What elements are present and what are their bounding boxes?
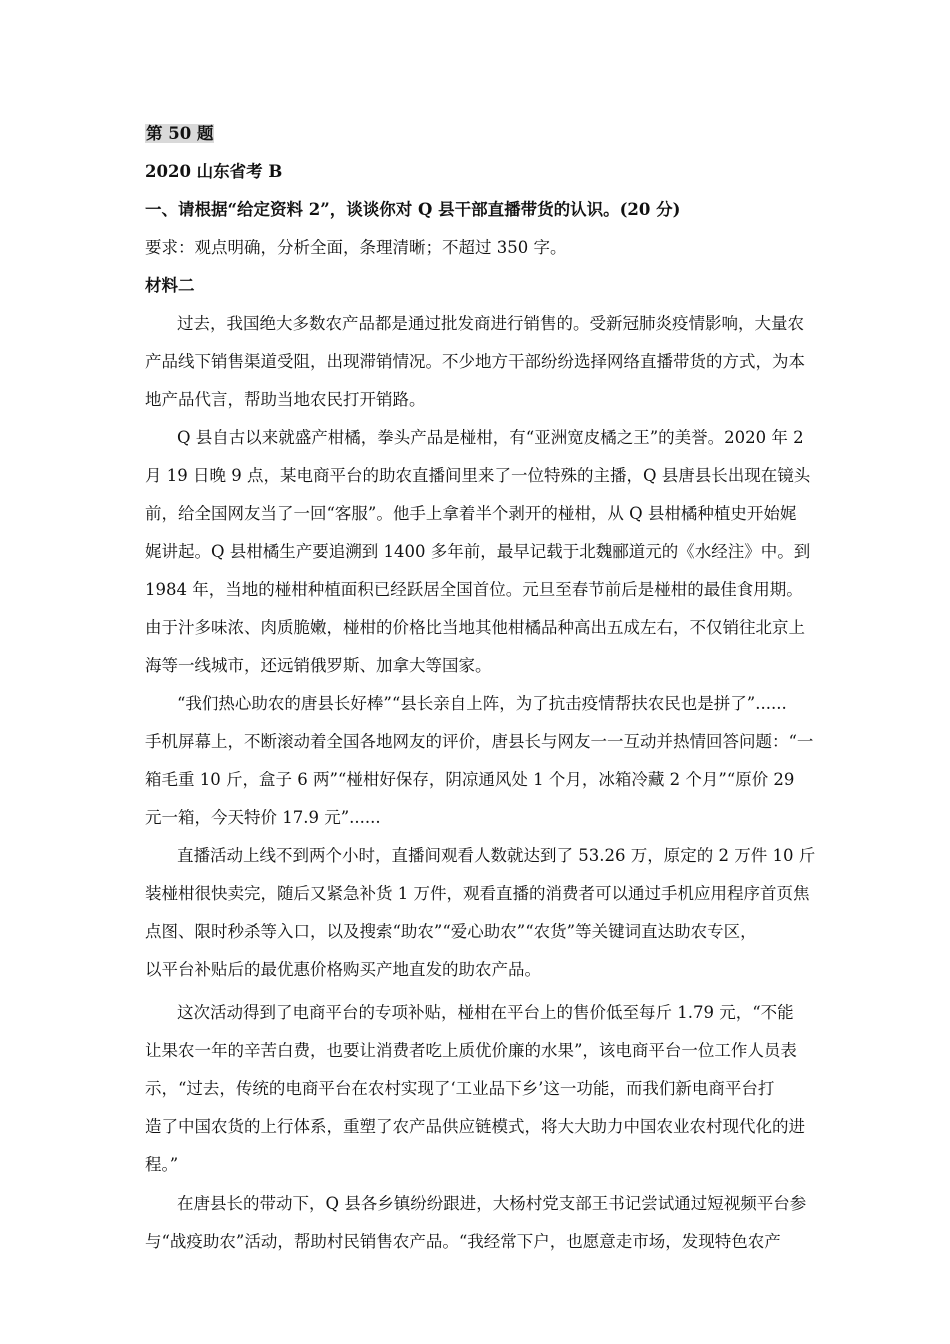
paragraph-line: 在唐县长的带动下，Q 县各乡镇纷纷跟进，大杨村党支部王书记尝试通过短视频平台参	[177, 1194, 807, 1213]
question-number-highlight: 第 50 题	[146, 124, 214, 143]
paragraph-line: 前，给全国网友当了一回“客服”。他手上拿着半个剥开的椪柑，从 Q 县柑橘种植史开始娓	[145, 504, 797, 523]
paragraph-line: 元一箱，今天特价 17.9 元”......	[145, 808, 381, 827]
question-text: 一、请根据“给定资料 2”，谈谈你对 Q 县干部直播带货的认识。(20 分)	[145, 200, 681, 219]
paragraph-line: 手机屏幕上，不断滚动着全国各地网友的评价，唐县长与网友一一互动并热情回答问题：“一	[145, 732, 814, 751]
paragraph-line: Q 县自古以来就盛产柑橘，拳头产品是椪柑，有“亚洲宽皮橘之王”的美誉。2020 年 2	[177, 428, 804, 447]
paragraph-line: 以平台补贴后的最优惠价格购买产地直发的助农产品。	[145, 960, 541, 979]
question-number	[145, 123, 815, 145]
paragraph-line: 由于汁多味浓、肉质脆嫩，椪柑的价格比当地其他柑橘品种高出五成左右，不仅销往北京上	[145, 618, 805, 637]
paragraph-line: 示，“过去，传统的电商平台在农村实现了‘工业品下乡’这一功能，而我们新电商平台打	[145, 1079, 775, 1098]
paragraph-line: 装椪柑很快卖完，随后又紧急补货 1 万件，观看直播的消费者可以通过手机应用程序首页焦	[145, 884, 810, 903]
paragraph-line: 过去，我国绝大多数农产品都是通过批发商进行销售的。受新冠肺炎疫情影响，大量农	[177, 314, 804, 333]
paragraph-line: 1984 年，当地的椪柑种植面积已经跃居全国首位。元旦至春节前后是椪柑的最佳食用期。	[145, 580, 803, 599]
paragraph-line: 这次活动得到了电商平台的专项补贴，椪柑在平台上的售价低至每斤 1.79 元，“不能	[177, 1003, 794, 1022]
paragraph-line: 月 19 日晚 9 点，某电商平台的助农直播间里来了一位特殊的主播，Q 县唐县长出现在镜头	[145, 466, 811, 485]
paragraph-line: 海等一线城市，还远销俄罗斯、加拿大等国家。	[145, 656, 492, 675]
paragraph-line: “我们热心助农的唐县长好棒”“县长亲自上阵，为了抗击疫情帮扶农民也是拼了”......	[177, 694, 787, 713]
paragraph-line: 产品线下销售渠道受阻，出现滞销情况。不少地方干部纷纷选择网络直播带货的方式，为本	[145, 352, 805, 371]
material-title: 材料二	[145, 276, 195, 295]
requirement-text: 要求：观点明确，分析全面，条理清晰；不超过 350 字。	[145, 238, 567, 257]
paragraph-line: 娓讲起。Q 县柑橘生产要追溯到 1400 多年前，最早记载于北魏郦道元的《水经注》中。到	[145, 542, 811, 561]
paragraph-line: 程。”	[145, 1155, 179, 1174]
paragraph-line: 地产品代言，帮助当地农民打开销路。	[145, 390, 426, 409]
exam-name: 2020 山东省考 B	[145, 162, 283, 181]
paragraph-line: 造了中国农货的上行体系，重塑了农产品供应链模式，将大大助力中国农业农村现代化的进	[145, 1117, 805, 1136]
paragraph-line: 箱毛重 10 斤，盒子 6 两”“椪柑好保存，阴凉通风处 1 个月，冰箱冷藏 2 个月”“原价 29	[145, 770, 795, 789]
paragraph-line: 直播活动上线不到两个小时，直播间观看人数就达到了 53.26 万，原定的 2 万件 10 斤	[177, 846, 816, 865]
paragraph-line: 让果农一年的辛苦白费，也要让消费者吃上质优价廉的水果”，该电商平台一位工作人员表	[145, 1041, 797, 1060]
paragraph-line: 点图、限时秒杀等入口，以及搜索“助农”“爱心助农”“农货”等关键词直达助农专区，	[145, 922, 757, 941]
paragraph-line: 与“战疫助农”活动，帮助村民销售农产品。“我经常下户，也愿意走市场，发现特色农产	[145, 1232, 781, 1251]
